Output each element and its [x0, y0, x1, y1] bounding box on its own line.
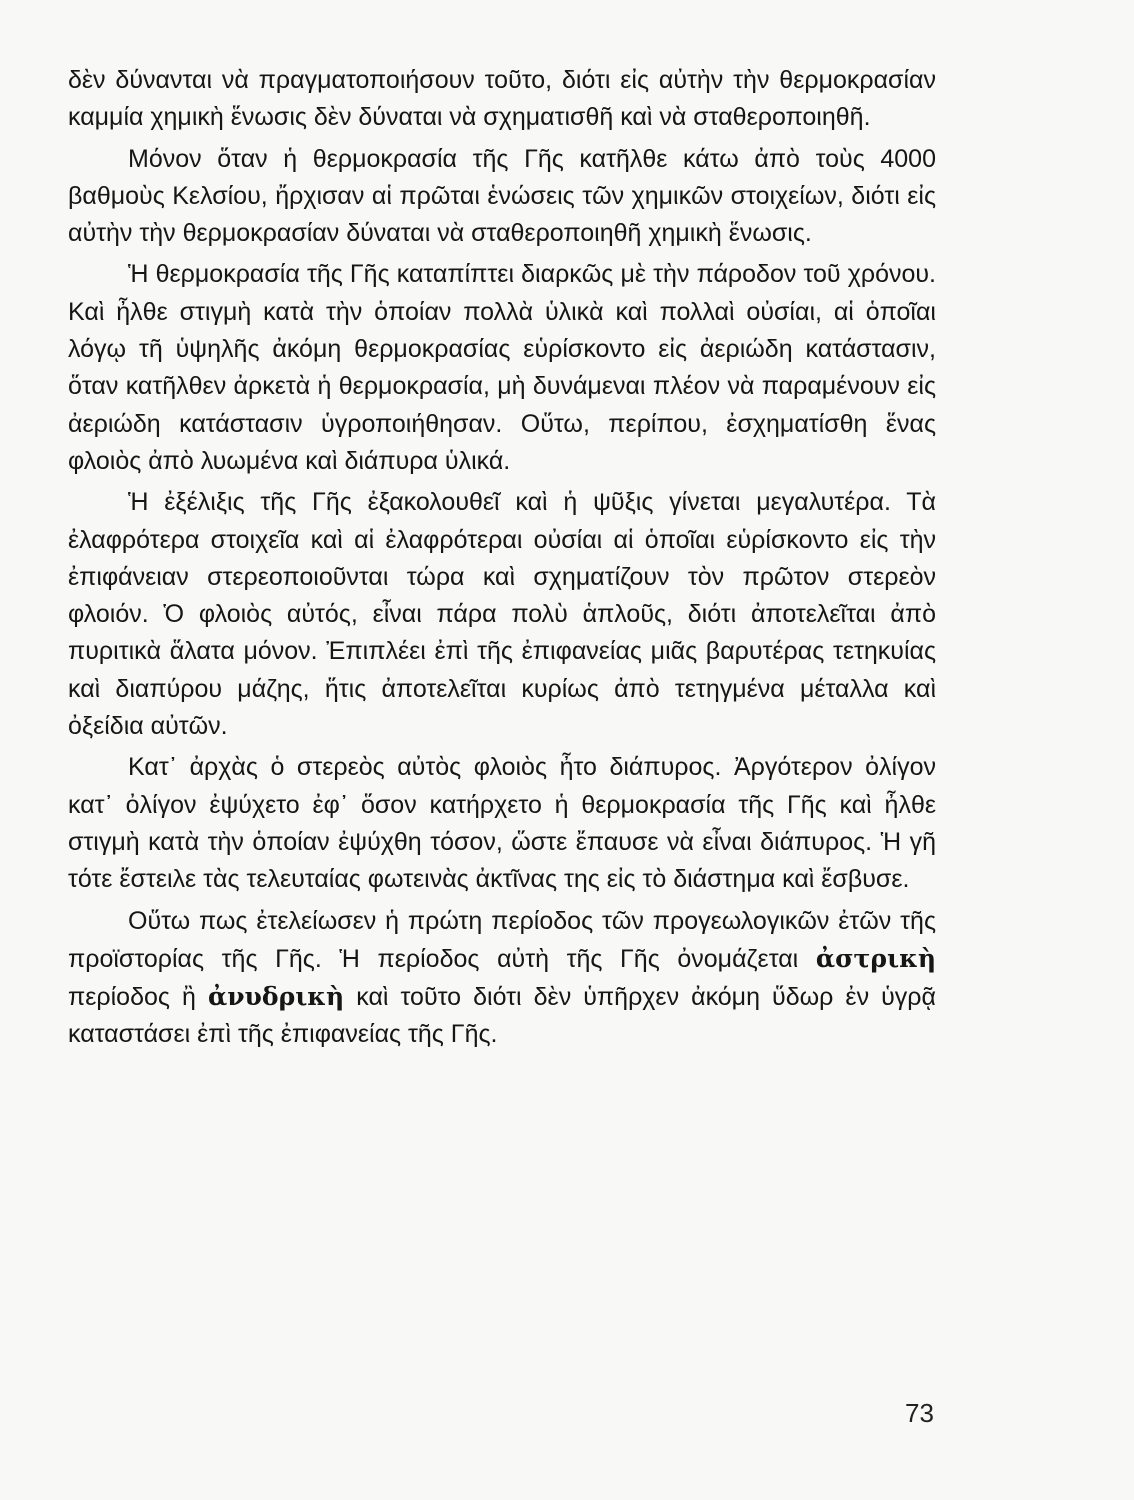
body-text: [68, 62, 936, 1058]
paragraph-6: [68, 903, 936, 1054]
term-anydriki: ἀνυδρικὴ: [207, 982, 345, 1012]
paragraph-6-text-a: Οὕτω πως ἐτελείωσεν ἡ πρώτη περίοδος τῶν προγεωλογικῶν ἐτῶν τῆς προϊστορίας τῆς Γῆς. Ἡ περίοδος αὐτὴ τῆς Γῆς ὀνομάζεται: [68, 906, 936, 973]
term-astriki: ἀστρικὴ: [815, 943, 936, 973]
paragraph-6-text-b: περίοδος ἢ: [68, 983, 208, 1012]
paragraph-4: Ἡ ἐξέλιξις τῆς Γῆς ἐξακολουθεῖ καὶ ἡ ψῦξις γίνεται μεγαλυτέρα. Τὰ ἐλαφρότερα στοιχεῖα καὶ αἱ ἐλαφρότεραι οὐσίαι αἱ ὁποῖαι εὑρίσκοντο εἰς τὴν ἐπιφάνειαν στερεοποιοῦνται τώρα καὶ σχηματίζουν τὸν πρῶτον στερεὸν φλοιόν. Ὁ φλοιὸς αὐτός, εἶναι πάρα πολὺ ἁπλοῦς, διότι ἀποτελεῖται ἀπὸ πυριτικὰ ἅλατα μόνον. Ἐπιπλέει ἐπὶ τῆς ἐπιφανείας μιᾶς βαρυτέρας τετηκυίας καὶ διαπύρου μάζης, ἥτις ἀποτελεῖται κυρίως ἀπὸ τετηγμένα μέταλλα καὶ ὀξείδια αὐτῶν.: [68, 488, 936, 741]
paragraph-3: Ἡ θερμοκρασία τῆς Γῆς καταπίπτει διαρκῶς μὲ τὴν πάροδον τοῦ χρόνου. Καὶ ἦλθε στιγμὴ κατὰ τὴν ὁποίαν πολλὰ ὑλικὰ καὶ πολλαὶ οὐσίαι, αἱ ὁποῖαι λόγῳ τῆ ὑψηλῆς ἀκόμη θερμοκρασίας εὑρίσκοντο εἰς ἀεριώδη κατάστασιν, ὅταν κατῆλθεν ἀρκετὰ ἡ θερμοκρασία, μὴ δυνάμεναι πλέον νὰ παραμένουν εἰς ἀεριώδη κατάστασιν ὑγροποιήθησαν. Οὕτω, περίπου, ἐσχηματίσθη ἕνας φλοιὸς ἀπὸ λυωμένα καὶ διάπυρα ὑλικά.: [68, 260, 936, 475]
paragraph-1: δὲν δύνανται νὰ πραγματοποιήσουν τοῦτο, διότι εἰς αὐτὴν τὴν θερμοκρασίαν καμμία χημικὴ ἕνωσις δὲν δύναται νὰ σχηματισθῆ καὶ νὰ σταθεροποιηθῆ.: [68, 66, 936, 132]
paragraph-2: Μόνον ὅταν ἡ θερμοκρασία τῆς Γῆς κατῆλθε κάτω ἀπὸ τοὺς 4000 βαθμοὺς Κελσίου, ἤρχισαν αἱ πρῶται ἑνώσεις τῶν χημικῶν στοιχείων, διότι εἰς αὐτὴν τὴν θερμοκρασίαν δύναται νὰ σταθεροποιηθῆ χημικὴ ἕνωσις.: [68, 144, 936, 248]
paragraph-6-text-c: καὶ τοῦτο διότι δὲν ὑπῆρχεν ἀκόμη ὕδωρ ἐν ὑγρᾷ καταστάσει ἐπὶ τῆς ἐπιφανείας τῆς Γῆς.: [68, 983, 936, 1049]
paragraph-5: Κατ᾽ ἀρχὰς ὁ στερεὸς αὐτὸς φλοιὸς ἦτο διάπυρος. Ἀργότερον ὀλίγον κατ᾽ ὀλίγον ἐψύχετο ἐφ᾽ ὅσον κατήρχετο ἡ θερμοκρασία τῆς Γῆς καὶ ἦλθε στιγμὴ κατὰ τὴν ὁποίαν ἐψύχθη τόσον, ὥστε ἔπαυσε νὰ εἶναι διάπυρος. Ἡ γῆ τότε ἔστειλε τὰς τελευταίας φωτεινὰς ἀκτῖνας της εἰς τὸ διάστημα καὶ ἔσβυσε.: [68, 753, 936, 894]
page-number: 73: [905, 1398, 934, 1428]
